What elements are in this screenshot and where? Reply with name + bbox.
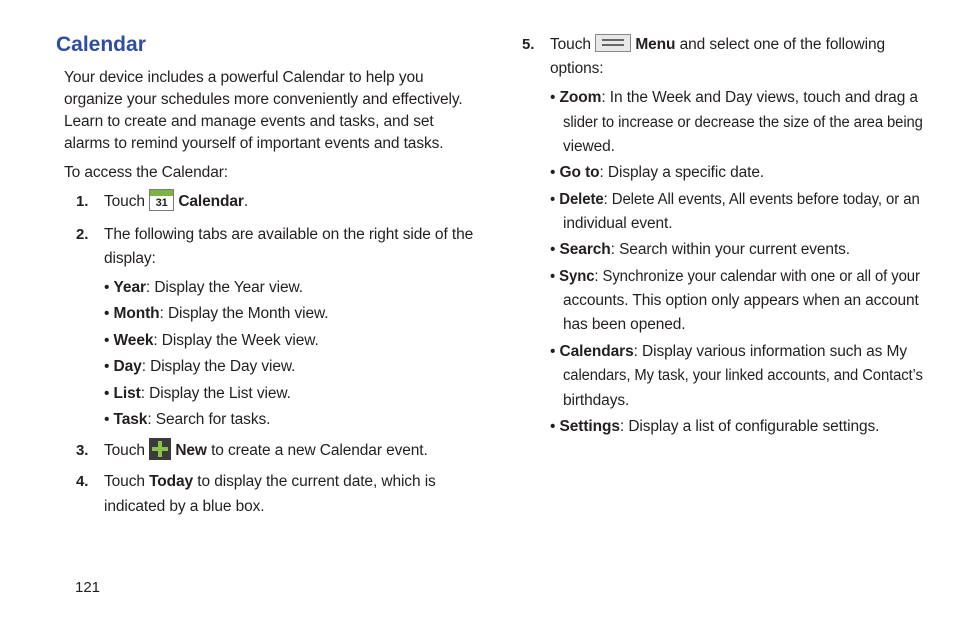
list-item: • List: Display the List view. (104, 385, 291, 402)
tab-name: List (113, 385, 141, 402)
plus-icon (149, 438, 171, 460)
tab-desc: : Search for tasks. (147, 411, 271, 428)
tab-name: Day (113, 358, 142, 375)
list-item: • Week: Display the Week view. (104, 332, 319, 349)
tab-desc: : Display the Year view. (145, 279, 303, 296)
option-desc: : Synchronize your calendar with one or all of your (594, 268, 920, 285)
step-text: display: (104, 250, 156, 267)
option-name: Delete (559, 191, 604, 208)
option-desc-line: slider to increase or decrease the size of the area being (563, 114, 923, 131)
option-desc: : Display a specific date. (599, 164, 765, 181)
step-text (550, 34, 920, 56)
option-name: Calendars (559, 343, 634, 360)
list-item: • Task: Search for tasks. (104, 411, 271, 428)
step-text-pre: Touch (104, 473, 150, 490)
step-number: 2. (76, 226, 89, 243)
today-label: Today (149, 473, 194, 490)
tab-desc: : Display the Month view. (159, 305, 329, 322)
tab-name: Month (113, 305, 160, 322)
tab-desc: : Display the Day view. (141, 358, 296, 375)
tab-name: Year (113, 279, 146, 296)
menu-icon (595, 34, 631, 52)
calendar-icon-date: 31 (155, 197, 168, 209)
list-item: • Calendars: Display various information such as My (550, 343, 907, 360)
step-text: The following tabs are available on the right side of the (104, 226, 474, 243)
step-text: indicated by a blue box. (104, 498, 265, 515)
calendar-app-icon (149, 189, 174, 211)
option-name: Sync (559, 268, 595, 285)
list-item: • Sync: Synchronize your calendar with one or all of your (550, 268, 920, 285)
step-text-post: to create a new Calendar event. (206, 442, 428, 460)
list-item: • Delete: Delete All events, All events before today, or an (550, 191, 920, 208)
step-text (104, 471, 484, 493)
step-text-pre: Touch (104, 193, 145, 211)
list-item: • Go to: Display a specific date. (550, 164, 765, 181)
option-desc-line: calendars, My task, your linked accounts, and Contact’s (563, 367, 923, 384)
page-title: Calendar (56, 33, 146, 56)
menu-label: Menu (635, 36, 676, 53)
option-desc-line: accounts. This option only appears when an account (563, 292, 919, 309)
step-text-post: to display the current date, which is (193, 473, 436, 490)
option-name: Search (559, 241, 611, 258)
step-text-post: . (243, 193, 249, 211)
list-item: • Zoom: In the Week and Day views, touch and drag a (550, 89, 918, 106)
option-desc: : Delete All events, All events before today, or an (603, 191, 920, 208)
step-number: 5. (522, 36, 535, 53)
list-item: • Day: Display the Day view. (104, 358, 296, 375)
step-number: 4. (76, 473, 89, 490)
list-item: • Year: Display the Year view. (104, 279, 303, 296)
option-desc-line: individual event. (563, 215, 673, 232)
option-name: Settings (559, 418, 620, 435)
step-text-pre: Touch (104, 442, 145, 460)
intro-line: Learn to create and manage events and tasks, and set (64, 113, 434, 130)
new-label: New (175, 442, 207, 460)
tab-desc: : Display the List view. (140, 385, 291, 402)
step-text-pre: Touch (550, 36, 591, 53)
option-desc: : In the Week and Day views, touch and drag a (601, 89, 918, 106)
option-desc-line: has been opened. (563, 316, 686, 333)
option-name: Go to (559, 164, 600, 181)
step-text (104, 191, 464, 213)
intro-line: organize your schedules more conveniently and effectively. (64, 91, 463, 108)
list-item: • Month: Display the Month view. (104, 305, 329, 322)
step-text: options: (550, 60, 604, 77)
option-desc: : Search within your current events. (610, 241, 851, 258)
option-desc-line: birthdays. (563, 392, 630, 409)
list-item: • Search: Search within your current events. (550, 241, 851, 258)
step-number: 3. (76, 442, 89, 459)
tab-name: Week (113, 332, 154, 349)
tab-name: Task (113, 411, 148, 428)
intro-line: Your device includes a powerful Calendar to help you (64, 69, 424, 86)
option-desc: : Display various information such as My (633, 343, 907, 360)
intro-line: alarms to remind yourself of important events and tasks. (64, 135, 444, 152)
calendar-label: Calendar (178, 193, 244, 211)
option-desc-line: viewed. (563, 138, 615, 155)
step-text (104, 440, 464, 462)
step-number: 1. (76, 193, 89, 210)
list-item: • Settings: Display a list of configurable settings. (550, 418, 880, 435)
option-name: Zoom (559, 89, 602, 106)
access-text: To access the Calendar: (64, 164, 228, 181)
option-desc: : Display a list of configurable settings. (619, 418, 880, 435)
tab-desc: : Display the Week view. (153, 332, 319, 349)
step-text-post: and select one of the following (675, 36, 886, 53)
page-number: 121 (75, 579, 101, 596)
